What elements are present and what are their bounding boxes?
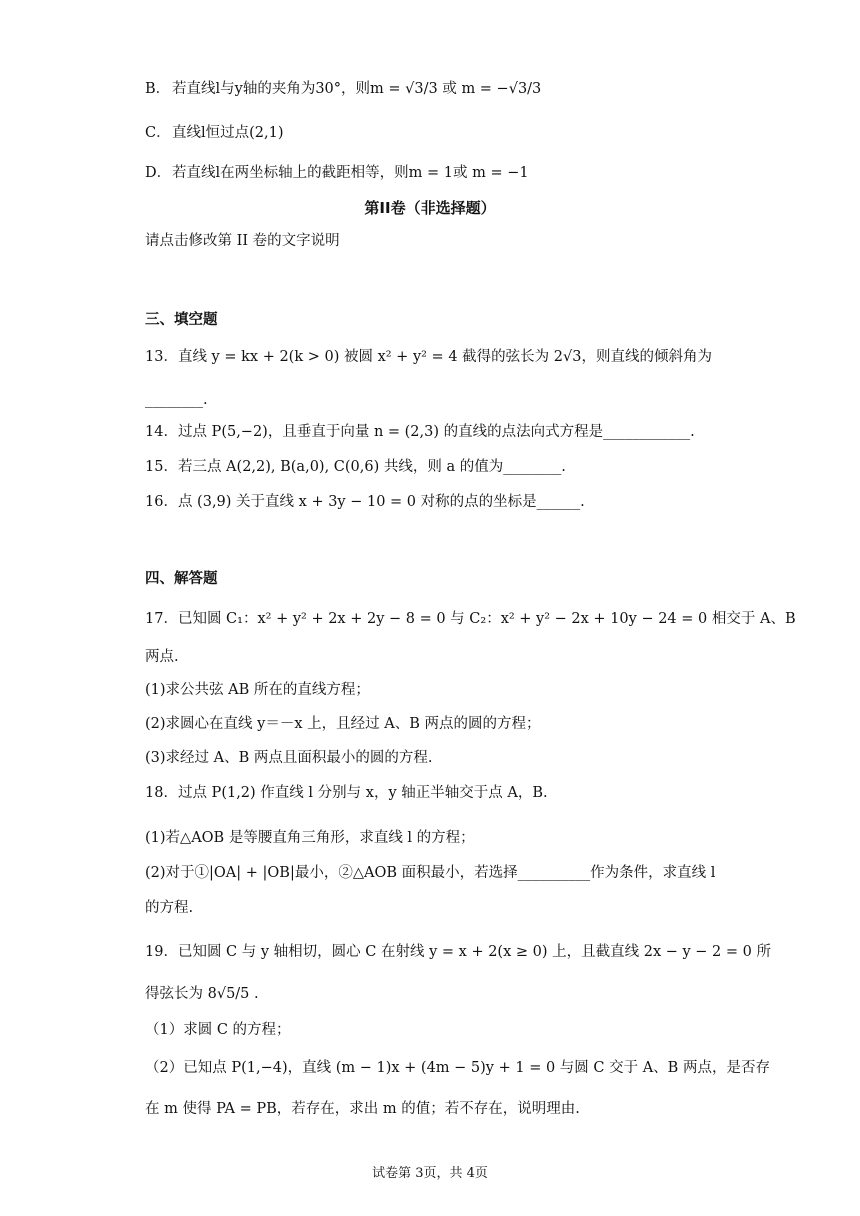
question-17-cont: 两点. xyxy=(145,649,179,665)
question-18-part2-cont: 的方程. xyxy=(145,900,194,916)
question-19-part2-cont: 在 m 使得 PA = PB，若存在，求出 m 的值；若不存在，说明理由. xyxy=(145,1101,580,1117)
question-19: 19．已知圆 C 与 y 轴相切，圆心 C 在射线 y = x + 2(x ≥ 0) 上，且截直线 2x − y − 2 = 0 所 xyxy=(145,944,771,960)
question-14: 14．过点 P(5,−2)，且垂直于向量 n = (2,3) 的直线的点法向式方程是____________. xyxy=(145,424,695,440)
question-19-cont: 得弦长为 8√5/5 . xyxy=(145,986,259,1002)
section4-title: 四、解答题 xyxy=(145,571,218,587)
question-18-part1: (1)若△AOB 是等腰直角三角形，求直线 l 的方程； xyxy=(145,830,475,846)
option-d-text: 若直线l在两坐标轴上的截距相等，则m = 1或 m = −1 xyxy=(172,165,529,181)
part2-description[interactable]: 请点击修改第 II 卷的文字说明 xyxy=(145,233,340,249)
question-19-part2: （2）已知点 P(1,−4)，直线 (m − 1)x + (4m − 5)y + 1 = 0 与圆 C 交于 A、B 两点，是否存 xyxy=(145,1060,770,1076)
part2-title: 第II卷（非选择题） xyxy=(364,199,496,217)
question-19-part1: （1）求圆 C 的方程； xyxy=(145,1022,291,1038)
page-footer: 试卷第 3页，共 4页 xyxy=(372,1166,488,1181)
question-17-part2: (2)求圆心在直线 y＝－x 上，且经过 A、B 两点的圆的方程； xyxy=(145,716,541,732)
question-17-part1: (1)求公共弦 AB 所在的直线方程； xyxy=(145,682,370,698)
question-17: 17．已知圆 C₁：x² + y² + 2x + 2y − 8 = 0 与 C₂：x² + y² − 2x + 10y − 24 = 0 相交于 A、B xyxy=(145,611,796,627)
option-b-text: 若直线l与y轴的夹角为30°，则m = √3/3 或 m = −√3/3 xyxy=(172,81,542,97)
question-15: 15．若三点 A(2,2), B(a,0), C(0,6) 共线，则 a 的值为________. xyxy=(145,459,566,475)
option-b: B． xyxy=(145,81,171,97)
question-17-part3: (3)求经过 A、B 两点且面积最小的圆的方程. xyxy=(145,750,433,766)
question-18: 18．过点 P(1,2) 作直线 l 分别与 x，y 轴正半轴交于点 A，B. xyxy=(145,785,548,801)
question-16: 16．点 (3,9) 关于直线 x + 3y − 10 = 0 对称的点的坐标是______. xyxy=(145,494,585,510)
question-13-blank: ________. xyxy=(145,392,208,408)
option-c: C． xyxy=(145,125,171,141)
question-13: 13．直线 y = kx + 2(k > 0) 被圆 x² + y² = 4 截得的弦长为 2√3，则直线的倾斜角为 xyxy=(145,349,712,365)
option-d: D． xyxy=(145,165,172,181)
question-18-part2: (2)对于①|OA| + |OB|最小，②△AOB 面积最小，若选择__________作为条件，求直线 l xyxy=(145,865,716,881)
section3-title: 三、填空题 xyxy=(145,312,218,328)
option-c-text: 直线l恒过点(2,1) xyxy=(172,125,284,141)
